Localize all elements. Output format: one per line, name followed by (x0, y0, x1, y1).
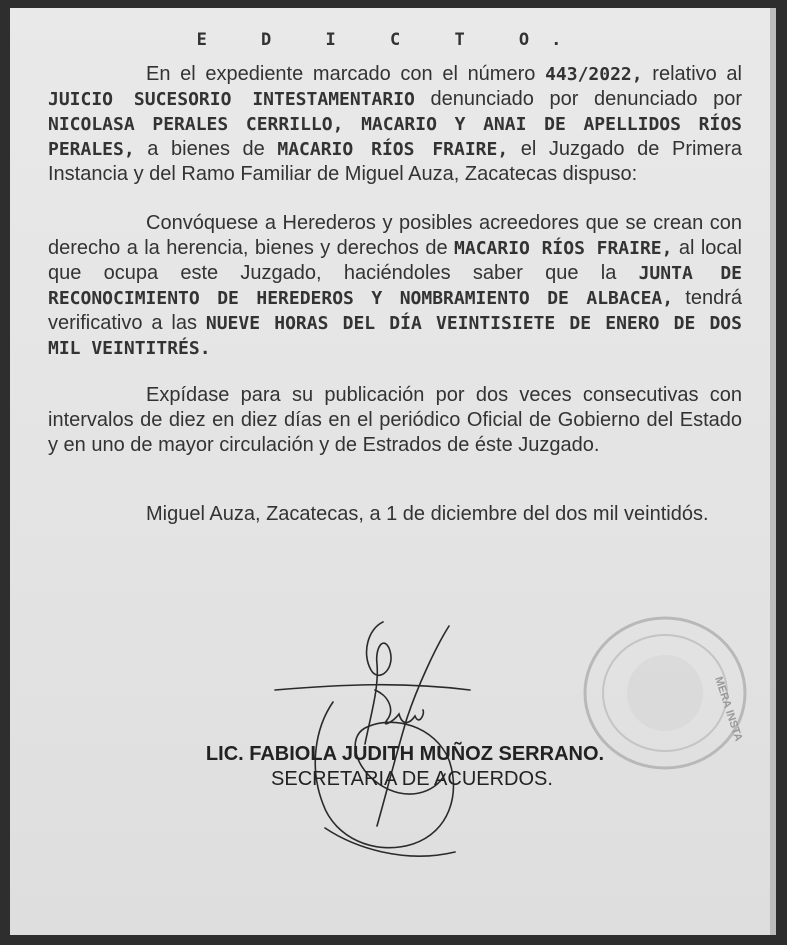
paragraph-publication: Expídase para su publicación por dos veces consecutivas con intervalos de diez en diez días en el periódico Oficial de Gobierno del Estado y en uno de mayor circulación y de Estrados de éste Juzgado. (48, 384, 742, 456)
text-run: denunciado por denunciado por (414, 88, 742, 110)
bold-run: NUEVE HORAS DEL DÍA VEINTISIETE DE ENERO DE DOS MIL VEINTITRÉS. (48, 313, 742, 359)
signer-role: SECRETARIA DE ACUERDOS. (271, 768, 553, 790)
bold-run: NICOLASA PERALES CERRILLO, MACARIO Y ANAI DE APELLIDOS RÍOS PERALES, (48, 114, 742, 160)
document-body (48, 56, 742, 527)
signer-name: LIC. FABIOLA JUDITH MUÑOZ SERRANO. (205, 743, 605, 765)
document-page (10, 8, 776, 935)
paragraph-case (48, 62, 742, 187)
bold-run: MACARIO RÍOS FRAIRE, (277, 139, 509, 160)
bold-run: JUICIO SUCESORIO INTESTAMENTARIO (48, 89, 415, 110)
bold-run: JUNTA DE RECONOCIMIENTO DE HEREDEROS Y NOMBRAMIENTO DE ALBACEA, (48, 263, 742, 309)
text-run: relativo al (642, 63, 742, 85)
seal-text: MERA INSTA (712, 675, 745, 743)
bold-run: MACARIO RÍOS FRAIRE, (454, 238, 673, 259)
text-run: Convóquese a Herederos y posibles acreedores que se crean con derecho a la herencia, bienes y derechos de (48, 212, 742, 259)
bold-run: 443/2022, (545, 64, 643, 85)
place-date: Miguel Auza, Zacatecas, a 1 de diciembre del dos mil veintidós. (146, 503, 709, 525)
text-run: tendrá verificativo a las (48, 287, 742, 334)
text-run: el Juzgado de Primera Instancia y del Ramo Familiar de Miguel Auza, Zacatecas dispuso: (48, 138, 742, 185)
paragraph-convocation (48, 211, 742, 361)
text-run: a bienes de (134, 138, 278, 160)
document-title: E D I C T O. (196, 30, 584, 50)
text-run: al local que ocupa este Juzgado, haciéndoles saber que la (48, 237, 742, 284)
text-run: En el expediente marcado con el número (146, 63, 546, 85)
